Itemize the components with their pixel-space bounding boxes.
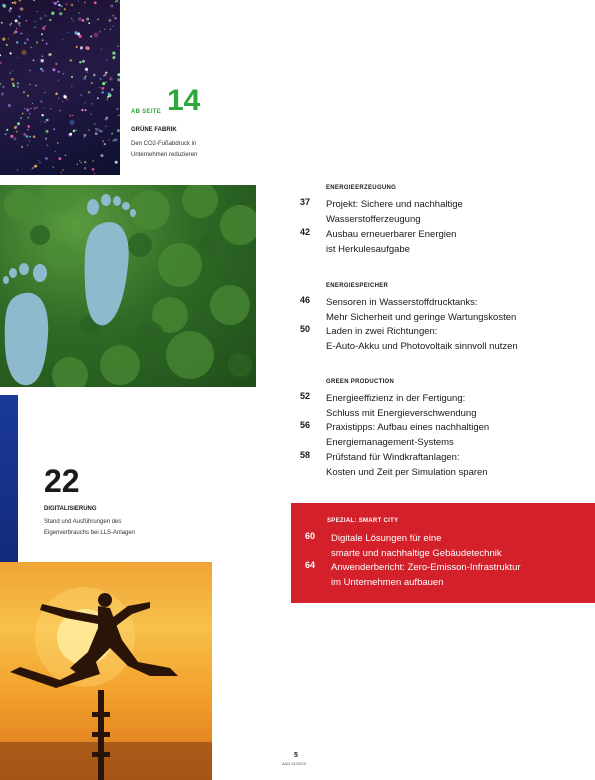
toc-line: E-Auto-Akku und Photovoltaik sinnvoll nutzen	[326, 341, 518, 352]
toc-line: Kosten und Zeit per Simulation sparen	[326, 467, 488, 478]
section-title-spezial-smart-city: SPEZIAL: SMART CITY	[327, 518, 399, 524]
toc-entry-title	[326, 324, 566, 354]
toc-line: Mehr Sicherheit und geringe Wartungskosten	[326, 312, 517, 323]
section-title-energieerzeugung: ENERGIEERZEUGUNG	[326, 185, 397, 191]
forest-footprint-photo	[0, 185, 256, 387]
teaser-14-headline[interactable]: GRÜNE FABRIK	[131, 127, 177, 133]
toc-line: Energiemanagement-Systems	[326, 437, 454, 448]
toc-page-number: 50	[300, 324, 311, 334]
teaser-14-page-number[interactable]: 14	[167, 84, 201, 117]
publication-label: A&D 01/2023	[282, 761, 306, 766]
toc-line: Energieeffizienz in der Fertigung:	[326, 393, 466, 404]
toc-page-number: 37	[300, 197, 311, 207]
toc-page-number: 56	[300, 420, 311, 430]
toc-page-number: 58	[300, 450, 311, 460]
toc-page-number: 42	[300, 227, 311, 237]
toc-line: Sensoren in Wasserstoffdrucktanks:	[326, 297, 478, 308]
toc-line: ist Herkulesaufgabe	[326, 244, 410, 255]
teaser-22-description: Stand und Ausführungen des Eigenverbrauchs bei LLS-Anlagen	[44, 519, 136, 536]
toc-entry-title	[326, 295, 566, 325]
toc-entry-title	[331, 531, 571, 561]
section-title-energiespeicher: ENERGIESPEICHER	[326, 283, 389, 289]
particle-photo	[0, 0, 120, 175]
teaser-22-page-number[interactable]: 22	[44, 463, 80, 499]
hurdle-runner-photo	[0, 562, 212, 780]
toc-line: Projekt: Sichere und nachhaltige	[326, 199, 463, 210]
toc-line: Laden in zwei Richtungen:	[326, 326, 438, 337]
toc-entry-title	[326, 391, 566, 421]
toc-page-number: 64	[305, 560, 316, 570]
teaser-14-kicker: AB SEITE	[131, 109, 162, 115]
particle-dots	[0, 0, 120, 175]
teaser-14-description: Den CO2-Fußabdruck in Unternehmen reduzieren	[131, 141, 198, 158]
page-number: 5	[294, 752, 298, 759]
toc-line: smarte und nachhaltige Gebäudetechnik	[331, 548, 502, 559]
toc-page-number: 46	[300, 295, 311, 305]
special-smart-city-box	[291, 503, 595, 603]
toc-entry-title	[326, 420, 566, 450]
toc-line: Ausbau erneuerbarer Energien	[326, 229, 457, 240]
toc-line: Anwenderbericht: Zero-Emisson-Infrastruktur	[331, 562, 521, 573]
toc-entry-title	[331, 560, 571, 590]
toc-page-number: 60	[305, 531, 316, 541]
teaser-22-headline[interactable]: DIGITALISIERUNG	[44, 506, 97, 512]
toc-entry-title	[326, 197, 566, 227]
section-title-green-production: GREEN PRODUCTION	[326, 379, 395, 385]
toc-entry-title	[326, 227, 566, 257]
toc-line: Schluss mit Energieverschwendung	[326, 408, 477, 419]
toc-entry-title	[326, 450, 566, 480]
toc-line: Prüfstand für Windkraftanlagen:	[326, 452, 460, 463]
toc-page-number: 52	[300, 391, 311, 401]
toc-line: Digitale Lösungen für eine	[331, 533, 442, 544]
toc-line: Wasserstofferzeugung	[326, 214, 421, 225]
toc-line: im Unternehmen aufbauen	[331, 577, 444, 588]
toc-line: Praxistipps: Aufbau eines nachhaltigen	[326, 422, 490, 433]
